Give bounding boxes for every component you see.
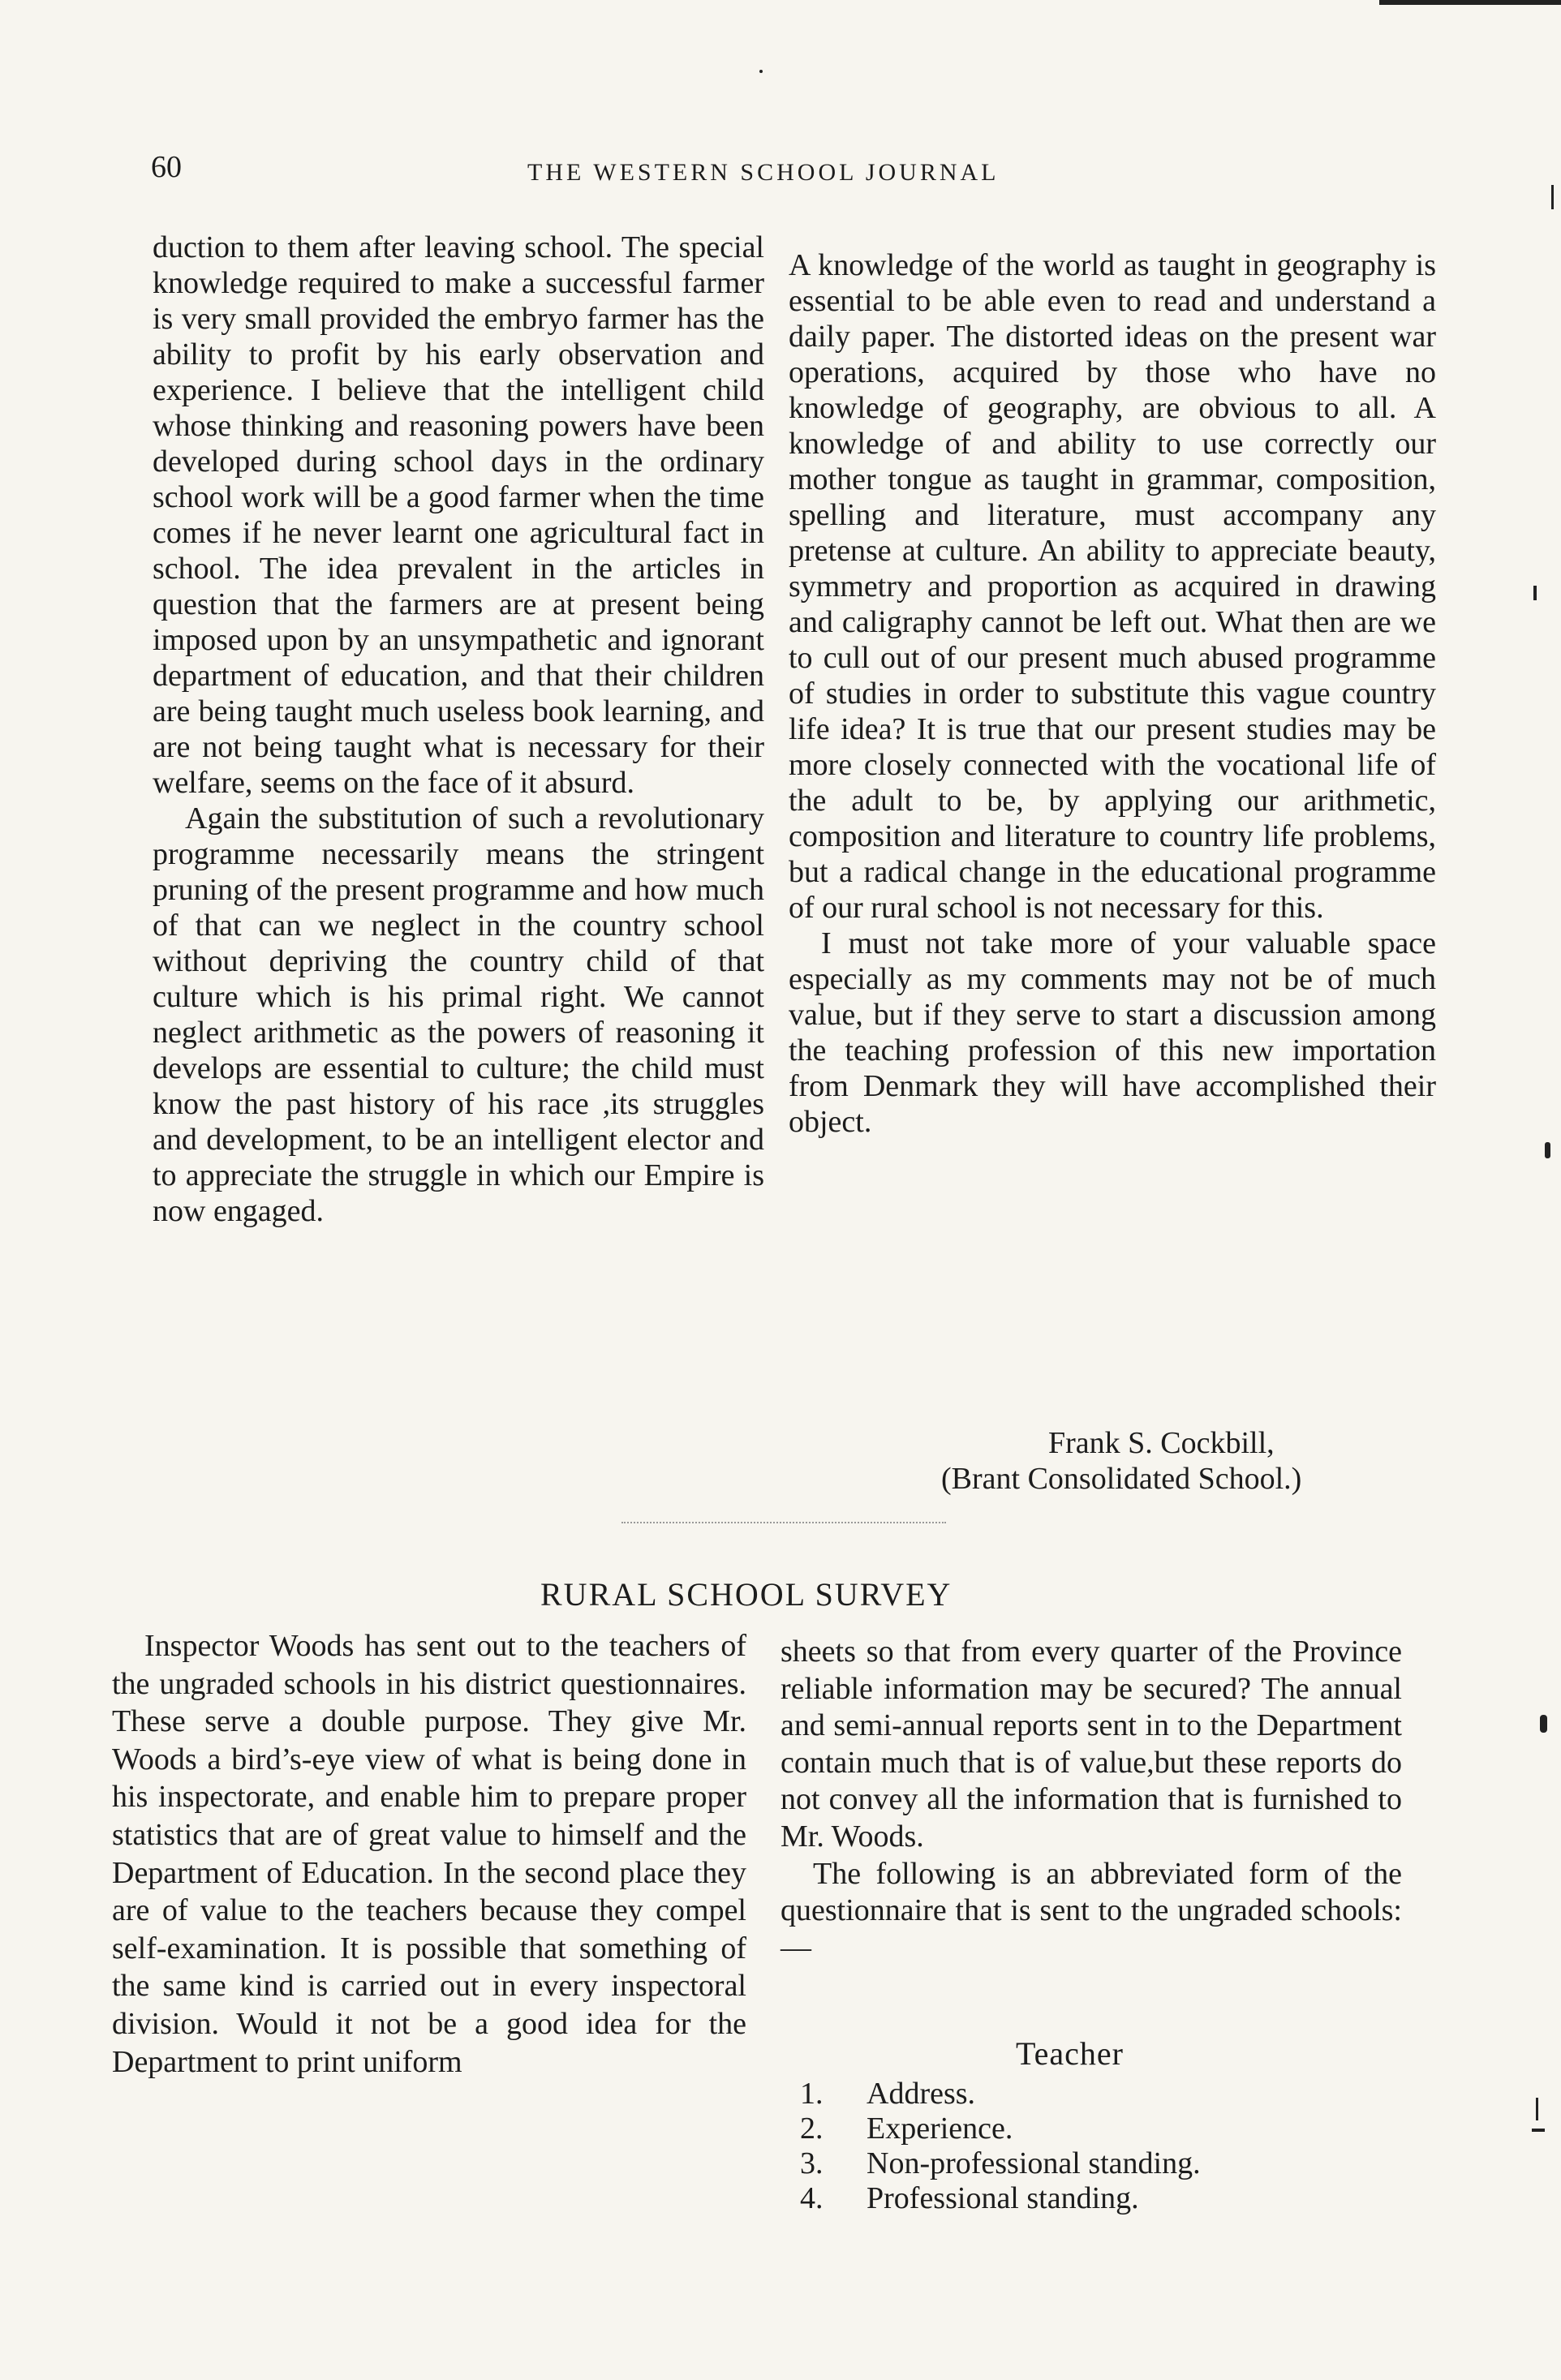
survey-paragraph: The following is an abbreviated form of the questionnaire that is sent to the ungraded schools:— (780, 1856, 1402, 1965)
letter-paragraph: duction to them after leaving school. The special knowledge required to make a successful farmer is very small provided the embryo farmer has the ability to profit by his early observation and experience. I believe that the intelligent child whose thinking and reasoning powers have been developed during school days in the ordinary school work will be a good farmer when the time comes if he never learnt one agricultural fact in school. The idea prevalent in the articles in question that the farmers are at present being imposed upon by an unsympathetic and ignorant department of education, and that their children are being taught much useless book learning, and are not being taught what is necessary for their welfare, seems on the face of it absurd. (153, 230, 764, 800)
list-item-number: 4. (800, 2181, 824, 2215)
list-item-number: 1. (800, 2077, 824, 2111)
section-title: RURAL SCHOOL SURVEY (540, 1576, 953, 1613)
scan-speck (759, 70, 763, 73)
scan-speck (1540, 1715, 1547, 1733)
page-number: 60 (151, 150, 182, 184)
list-item-text: Experience. (867, 2111, 1013, 2146)
list-item (800, 2077, 1201, 2111)
top-edge-rule (1379, 0, 1561, 5)
list-item-number: 2. (800, 2111, 824, 2146)
scan-speck (1533, 586, 1537, 600)
running-head: THE WESTERN SCHOOL JOURNAL (527, 159, 1000, 186)
signature-affiliation: (Brant Consolidated School.) (941, 1462, 1302, 1496)
survey-paragraph: Inspector Woods has sent out to the teachers of the ungraded schools in his district questionnaires. These serve a double purpose. They give Mr. Woods a bird’s-eye view of what is being done in his inspectorate, and enable him to prepare proper statistics that are of great value to himself and the Department of Education. In the second place they are of value to the teachers because they compel self-examination. It is possible that something of the same kind is carried out in every inspectoral division. Would it not be a good idea for the Department to print uniform (112, 1629, 746, 2079)
list-item-text: Address. (867, 2077, 976, 2111)
scan-speck (1545, 1142, 1550, 1158)
list-item-number: 3. (800, 2146, 824, 2180)
survey-column-1 (112, 1627, 746, 2081)
section-divider (621, 1522, 946, 1523)
list-item-text: Professional standing. (867, 2181, 1139, 2215)
letter-column-2 (789, 247, 1436, 1140)
survey-paragraph: sheets so that from every quarter of the Province reliable information may be secured? The annual and semi-annual reports sent in to the Department contain much that is of value,but these reports do not convey all the information that is furnished to Mr. Woods. (780, 1635, 1402, 1854)
list-item-text: Non-professional standing. (867, 2146, 1201, 2180)
letter-paragraph: I must not take more of your valuable space especially as my comments may not be of much value, but if they serve to start a discussion among the teaching profession of this new importation from Denmark they will have accomplished their object. (789, 926, 1436, 1139)
scan-speck (1532, 2129, 1545, 2132)
letter-paragraph: Again the substitution of such a revolutionary programme necessarily means the stringent pruning of the present programme and how much of that can we neglect in the country school without depriving the country child of that culture which is his primal right. We cannot neglect arithmetic as the powers of reasoning it develops are essential to culture; the child must know the past history of his race ,its struggles and development, to be an intelligent elector and to appreciate the struggle in which our Empire is now engaged. (153, 801, 764, 1228)
survey-column-2 (780, 1634, 1402, 1966)
list-item (800, 2111, 1201, 2146)
list-item (800, 2181, 1201, 2216)
letter-paragraph: A knowledge of the world as taught in geography is essential to be able even to read and understand a daily paper. The distorted ideas on the present war operations, acquired by those who have no knowledge of geography, are obvious to all. A knowledge of and ability to use correctly our mother tongue as taught in grammar, composition, spelling and literature, must accompany any pretense at culture. An ability to appreciate beauty, symmetry and proportion as acquired in drawing and caligraphy cannot be left out. What then are we to cull out of our present much abused programme of studies in order to substitute this vague country life idea? It is true that our present studies may be more closely connected with the vocational life of the adult to be, by applying our arithmetic, composition and literature to country life problems, but a radical change in the educational programme of our rural school is not necessary for this. (789, 248, 1436, 925)
signature-name: Frank S. Cockbill, (1048, 1426, 1275, 1460)
scan-speck (1536, 2098, 1538, 2120)
questionnaire-list (800, 2077, 1201, 2216)
letter-column-1 (153, 230, 764, 1229)
questionnaire-subheading: Teacher (1016, 2035, 1124, 2072)
scan-speck (1551, 185, 1554, 209)
list-item (800, 2146, 1201, 2181)
